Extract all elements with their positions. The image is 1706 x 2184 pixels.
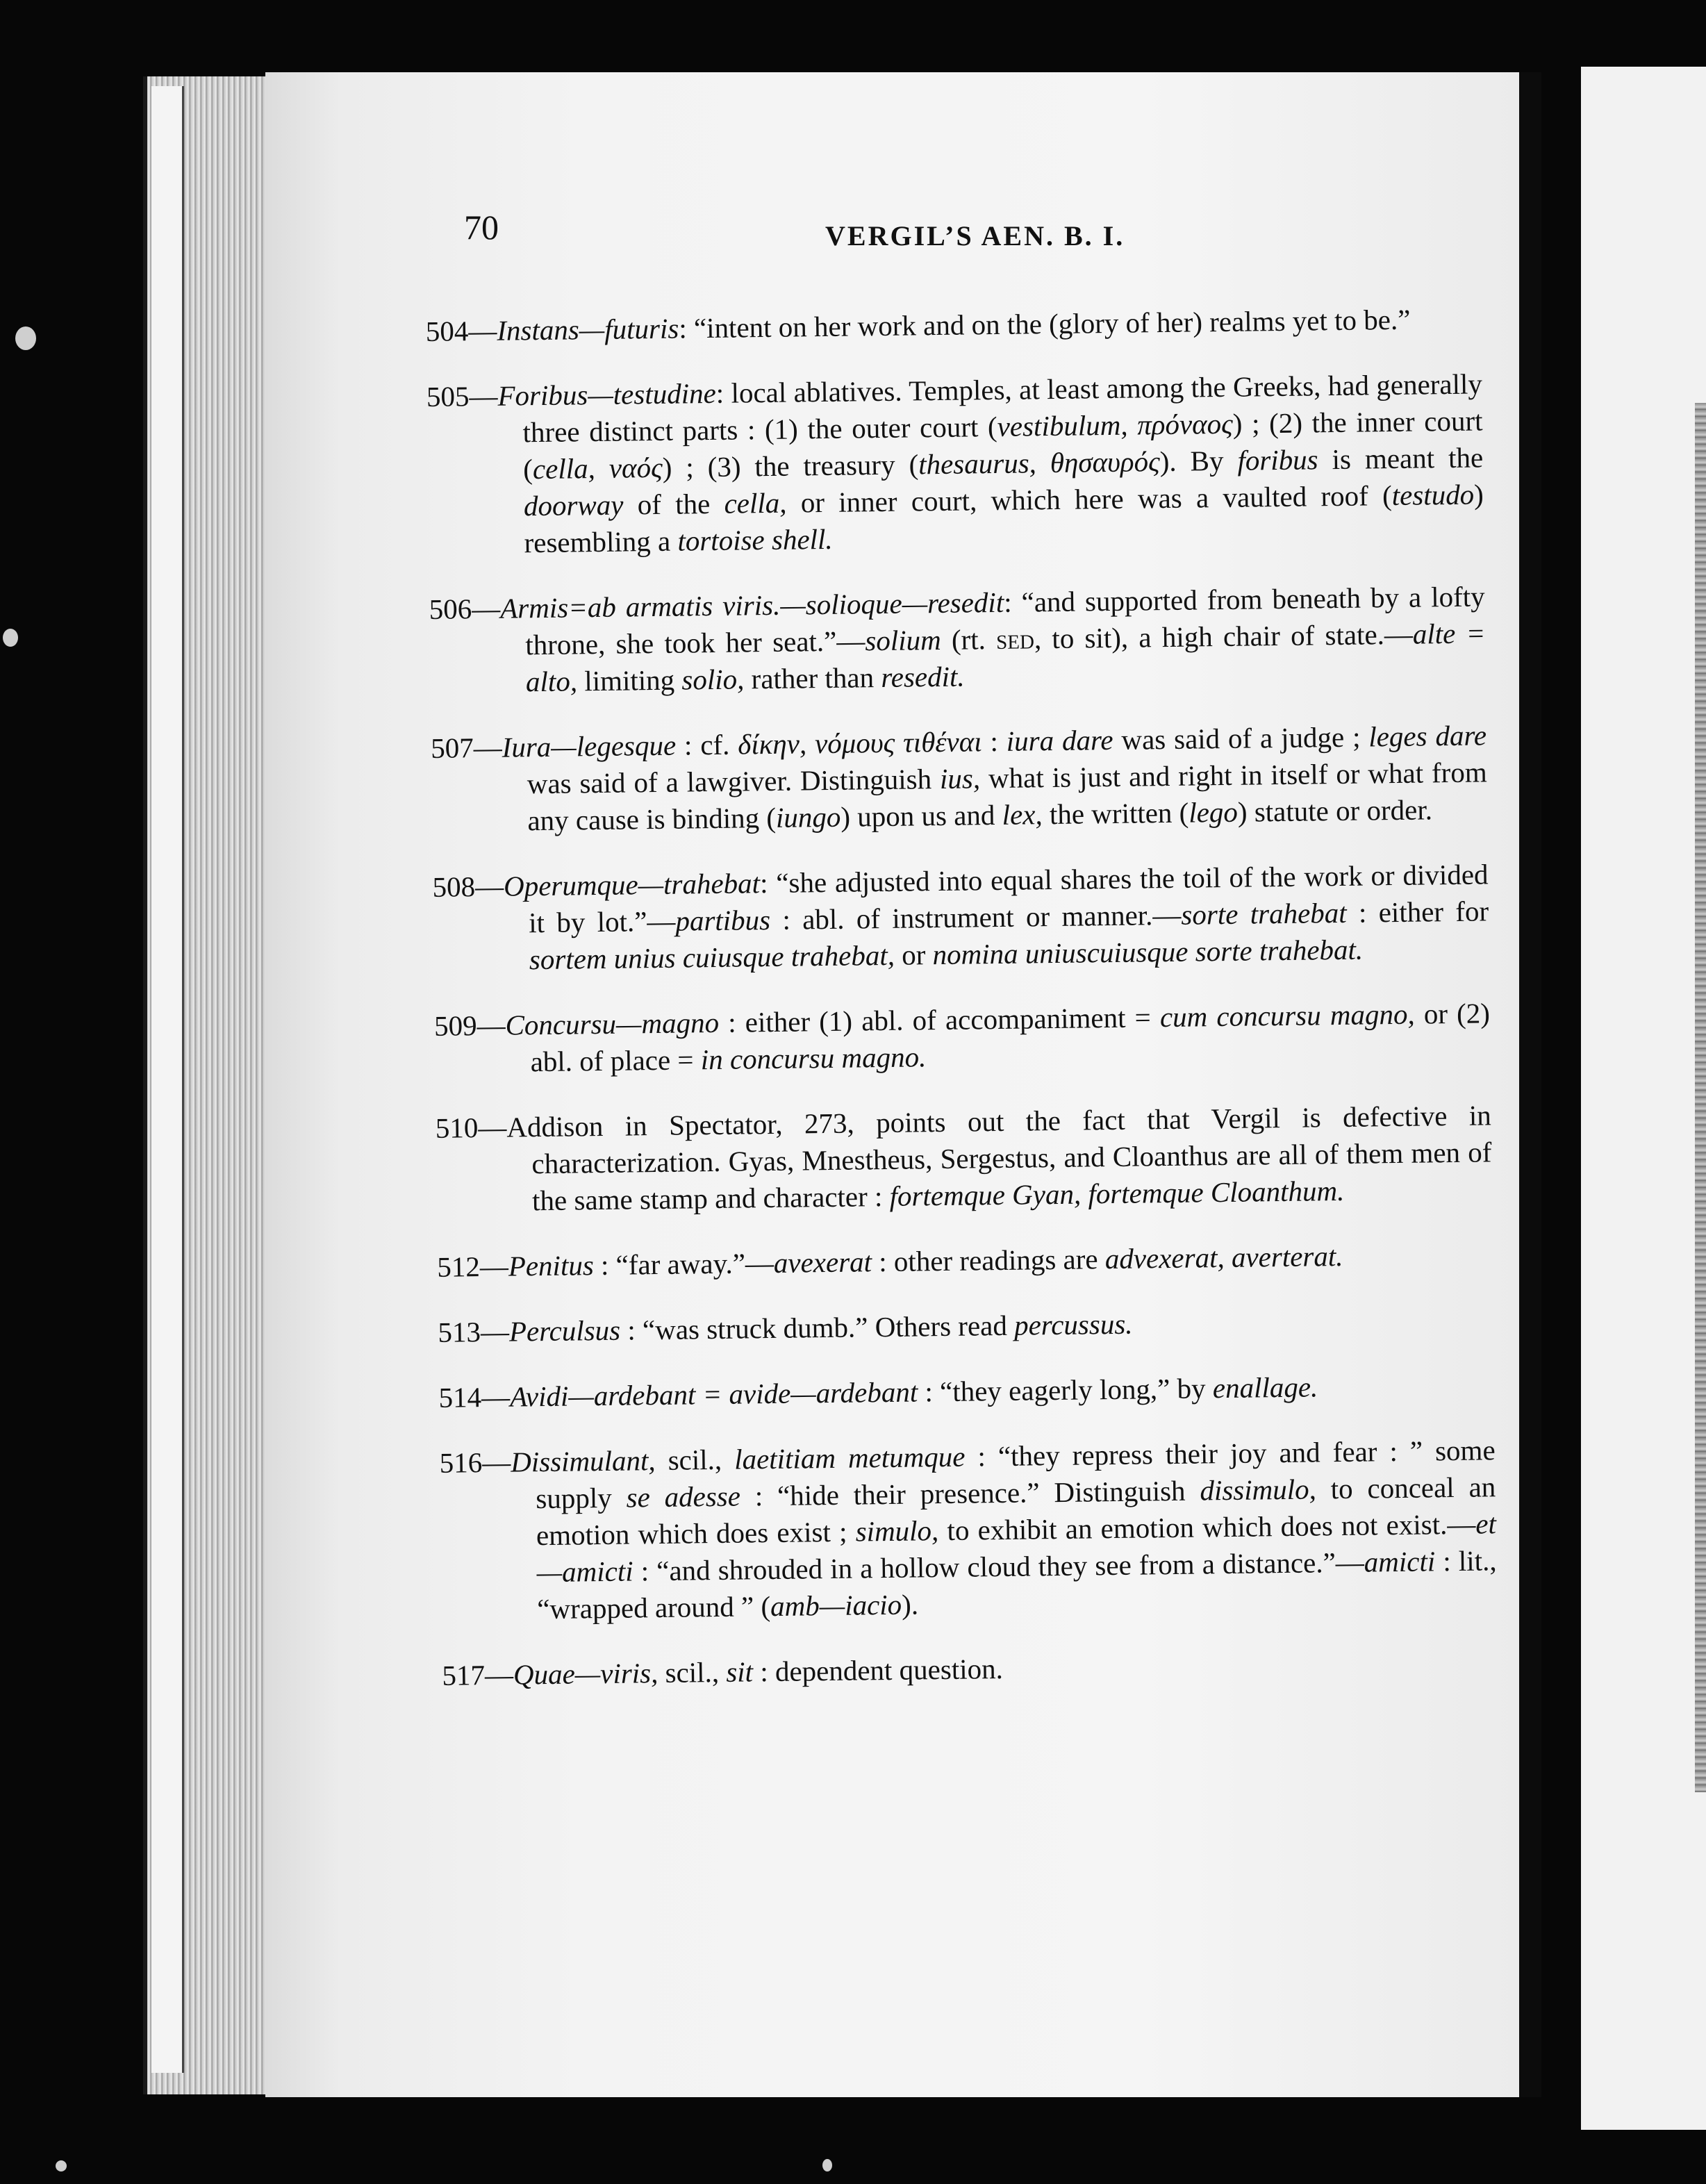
note-italic-text: Quae—viris, (513, 1657, 659, 1691)
note-text: : lit., “wrapped around ” ( (537, 1544, 1497, 1625)
note-text: limiting (577, 663, 682, 697)
note-italic-text: lego (1189, 795, 1239, 829)
note-text: : (982, 725, 1007, 758)
note-italic-text: laetitiam metumque (734, 1440, 966, 1475)
note-italic-text: iungo (775, 800, 841, 834)
scan-speck (56, 2160, 67, 2171)
note-text: to conceal an emotion which does exist ; (536, 1471, 1496, 1552)
note-text: — (480, 1315, 510, 1348)
note-italic-text: vestibulum, πρόναος (997, 407, 1234, 442)
note-text: — (477, 1009, 506, 1042)
note-text: : “intent on her work and on the (glory of her) realms yet to be.” (679, 303, 1411, 345)
note-italic-text: dissimulo, (1200, 1473, 1317, 1507)
note-italic-text: thesaurus, θησαυρός (918, 445, 1160, 481)
note-italic-text: et—amicti (536, 1507, 1497, 1589)
note-italic-text: sit (725, 1655, 754, 1688)
note-italic-text: tortoise shell. (677, 522, 833, 557)
note-text: : dependent question. (752, 1652, 1004, 1688)
note-text: — (469, 379, 498, 413)
page-header (464, 207, 1506, 256)
note-italic-text: cum concursu magno, (1159, 998, 1415, 1034)
note-italic-text: cella, ναός (532, 451, 663, 486)
note-italic-text: resedit. (881, 660, 965, 694)
note-text: what is just and right in itself or what from any cause is binding ( (527, 756, 1487, 837)
note-italic-text: in concursu magno. (700, 1041, 927, 1076)
note-number: 516 (439, 1446, 483, 1479)
note-italic-text: amicti (1364, 1545, 1436, 1578)
note-text: was said of a lawgiver. Distinguish (527, 763, 941, 800)
note-italic-text: sortem unius cuiusque trahebat, (529, 938, 895, 976)
note-italic-text: Avidi—ardebant = avide—ardebant (509, 1375, 918, 1413)
note-italic-text: Penitus (508, 1249, 595, 1282)
note-text: : “was struck dumb.” Others read (620, 1309, 1015, 1346)
note-italic-text: alte = alto, (525, 617, 1486, 698)
note-text: ) statute or order. (1237, 793, 1433, 828)
note-italic-text: solio, (681, 663, 745, 696)
note-italic-text: amb—iacio (770, 1588, 902, 1623)
note-text: sed (995, 622, 1035, 655)
note-text: (rt. (941, 622, 997, 656)
note-italic-text: percussus. (1013, 1307, 1133, 1341)
note-509 (434, 995, 1491, 1082)
note-512 (437, 1236, 1493, 1286)
note-text: — (481, 1380, 511, 1414)
note-italic-text: avexerat (773, 1246, 872, 1279)
note-text: — (481, 1446, 511, 1479)
note-516 (439, 1432, 1497, 1629)
note-italic-text: Concursu—magno (505, 1006, 720, 1041)
note-italic-text: Foribus—testudine (497, 377, 717, 412)
note-504 (426, 300, 1482, 350)
scan-speck (822, 2159, 832, 2171)
note-italic-text: δίκην, νόμους τιθέναι (737, 725, 982, 761)
note-text: : “and shrouded in a hollow cloud they see from a distance.”— (633, 1546, 1365, 1587)
note-number: 505 (426, 380, 470, 413)
note-text: : cf. (675, 728, 738, 761)
note-italic-text: foribus (1237, 443, 1318, 477)
note-italic-text: Dissimulant, (510, 1444, 656, 1478)
note-italic-text: sorte trahebat (1181, 896, 1347, 931)
note-number: 508 (432, 870, 476, 903)
note-text: — (479, 1250, 509, 1283)
note-text: : abl. of instrument or manner.— (770, 898, 1182, 936)
running-head: VERGIL’S AEN. B. I. (825, 220, 1125, 251)
note-text: ) ; (2) the inner court ( (522, 404, 1483, 486)
note-505 (426, 365, 1484, 563)
note-italic-text: Perculsus (508, 1314, 621, 1348)
note-text: of the (623, 487, 724, 521)
note-text: : either for (1346, 895, 1489, 929)
note-text: —Addison in Spectator, 273, points out the fact that Vergil is defective in characterization. Gyas, Mnestheus, Sergestus, and Cloanthus are all of them men of the same stamp and character : (478, 1099, 1492, 1217)
note-number: 513 (438, 1316, 481, 1348)
note-italic-text: nomina uniuscuiusque sorte trahebat. (932, 933, 1364, 971)
note-italic-text: partibus (675, 903, 771, 937)
scan-speck (3, 629, 18, 647)
note-text: , to sit), a high chair of state.— (1034, 618, 1414, 655)
note-text: : “hide their presence.” Distinguish (740, 1474, 1200, 1512)
note-text: — (474, 870, 504, 903)
note-number: 509 (433, 1009, 477, 1042)
book-left-margin-strip (151, 86, 184, 2073)
note-italic-text: solium (865, 623, 941, 657)
note-text: scil., (658, 1655, 727, 1689)
note-italic-text: Instans—futuris (497, 312, 679, 347)
note-italic-text: Armis=ab armatis viris.—solioque—resedit (499, 586, 1004, 624)
note-text: : other readings are (871, 1243, 1106, 1278)
note-italic-text: se adesse (626, 1480, 741, 1514)
note-number: 510 (435, 1111, 479, 1144)
note-italic-text: fortemque Gyan, fortemque Cloanthum. (889, 1174, 1345, 1212)
note-text: : “she adjusted into equal shares the toil of the work or divided it by lot.”— (528, 858, 1489, 939)
note-507 (431, 717, 1488, 841)
note-number: 514 (438, 1381, 482, 1414)
note-italic-text: iura dare (1006, 723, 1113, 757)
note-510 (436, 1097, 1493, 1221)
note-text: : either (1) abl. of accompaniment = (718, 1001, 1161, 1039)
note-text: : “and supported from beneath by a lofty throne, she took her seat.”— (525, 580, 1485, 661)
note-text: rather than (744, 661, 881, 695)
note-text: — (471, 592, 501, 625)
note-text: scil., (655, 1443, 735, 1477)
note-text: ) upon us and (840, 798, 1002, 833)
note-text: — (468, 314, 497, 347)
note-number: 517 (442, 1659, 486, 1691)
note-text: ) ; (3) the treasury ( (662, 448, 919, 483)
note-italic-text: Operumque—trahebat (503, 867, 761, 902)
note-number: 507 (430, 731, 474, 764)
note-text: ). By (1159, 444, 1238, 478)
note-text: the written ( (1042, 796, 1189, 831)
note-italic-text: leges dare (1368, 719, 1487, 753)
note-italic-text: ius, (939, 762, 981, 795)
note-text: or inner court, which here was a vaulted roof ( (786, 479, 1392, 519)
note-text: ) resembling a (524, 478, 1484, 559)
note-text: or (2) abl. of place = (530, 997, 1491, 1078)
note-number: 506 (429, 593, 472, 625)
note-italic-text: enallage. (1212, 1371, 1318, 1405)
note-italic-text: Iura—legesque (502, 729, 677, 763)
facing-page-texture (1695, 403, 1706, 1792)
note-508 (432, 856, 1489, 979)
note-italic-text: doorway (523, 488, 624, 522)
book-gutter (1519, 72, 1541, 2097)
note-text: — (484, 1658, 514, 1691)
facing-page-edge (1581, 67, 1706, 2130)
note-italic-text: testudo (1391, 478, 1475, 512)
note-506 (429, 578, 1486, 702)
note-italic-text: cella, (724, 486, 787, 520)
note-italic-text: simulo, (855, 1514, 939, 1548)
scan-speck (15, 326, 36, 350)
note-text: — (473, 731, 502, 764)
note-text: : “they eagerly long,” by (917, 1372, 1214, 1408)
note-text: : “they repress their joy and fear : ” some supply (536, 1434, 1496, 1515)
note-text: is meant the (1318, 441, 1484, 476)
note-text: to exhibit an emotion which does not exist.— (938, 1507, 1476, 1547)
commentary-notes (425, 272, 1498, 1707)
note-517 (442, 1644, 1498, 1694)
note-text: : “far away.”— (593, 1246, 775, 1282)
note-italic-text: lex, (1002, 798, 1043, 831)
page-number: 70 (464, 208, 499, 247)
note-number: 512 (436, 1250, 481, 1283)
note-514 (438, 1366, 1495, 1416)
note-text: ). (901, 1588, 919, 1621)
note-italic-text: advexerat, averterat. (1104, 1239, 1343, 1275)
note-text: was said of a judge ; (1113, 720, 1369, 756)
note-number: 504 (425, 315, 469, 347)
note-text: or (894, 938, 933, 971)
note-text: : local ablatives. Temples, at least among the Greeks, had generally three distinct parts : (1) the outer court ( (522, 367, 1483, 449)
note-513 (438, 1301, 1494, 1351)
